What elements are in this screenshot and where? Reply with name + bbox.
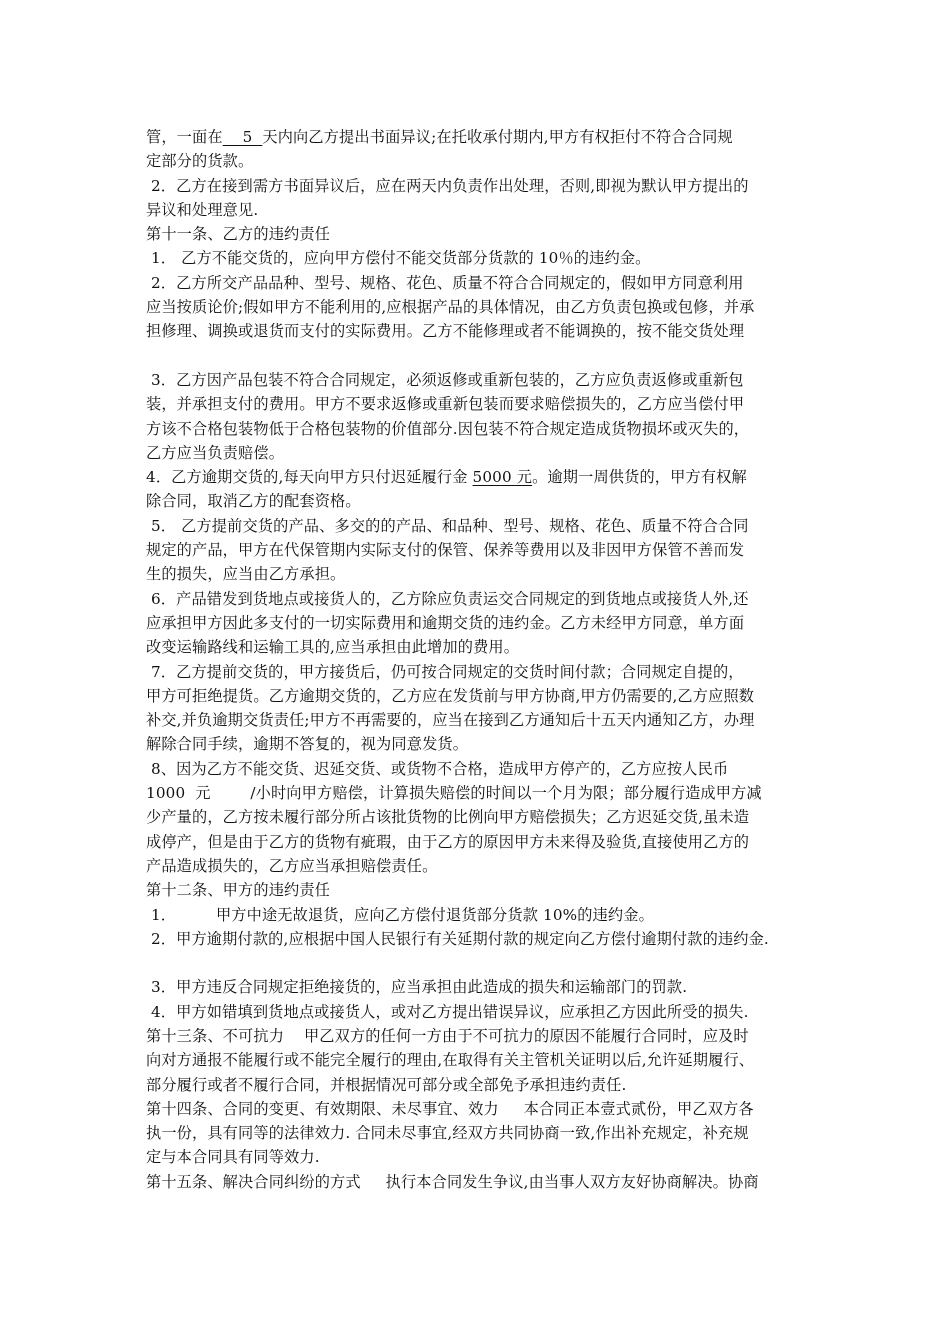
text-line: 5． 乙方提前交货的产品、多交的的产品、和品种、型号、规格、花色、质量不符合合同 (146, 516, 749, 535)
text-line: 3．甲方违反合同规定拒绝接货的，应当承担由此造成的损失和运输部门的罚款. (146, 978, 688, 997)
underlined-value: 5 (222, 128, 263, 146)
text-line: 生的损失，应当由乙方承担。 (146, 565, 346, 584)
text-line: 执一份，具有同等的法律效力. 合同未尽事宜,经双方共同协商一致,作出补充规定，补充规 (146, 1124, 749, 1143)
contract-text-body (146, 125, 814, 1194)
text-line: 第十一条、乙方的违约责任 (146, 225, 331, 244)
text-line: 第十三条、不可抗力 甲乙双方的任何一方由于不可抗力的原因不能履行合同时，应及时 (146, 1026, 749, 1045)
text-line: 第十五条、解决合同纠纷的方式 执行本合同发生争议,由当事人双方友好协商解决。协商 (146, 1172, 759, 1191)
text-segment: 。逾期一周供货的，甲方有权解 (532, 468, 747, 487)
text-line: 6．产品错发到货地点或接货人的，乙方除应负责运交合同规定的到货地点或接货人外,还 (146, 589, 749, 608)
text-line: 补交,并负逾期交货责任;甲方不再需要的，应当在接到乙方通知后十五天内通知乙方，办理 (146, 711, 755, 730)
text-line: 除合同，取消乙方的配套资格。 (146, 492, 361, 511)
text-line: 3．乙方因产品包装不符合合同规定，必须返修或重新包装的，乙方应负责返修或重新包 (146, 370, 744, 389)
text-line: 8、因为乙方不能交货、迟延交货、或货物不合格，造成甲方停产的，乙方应按人民币 (146, 759, 729, 778)
text-line: 成停产，但是由于乙方的货物有疵瑕，由于乙方的原因甲方未来得及验货,直接使用乙方的 (146, 832, 750, 851)
text-line: 甲方可拒绝提货。乙方逾期交货的，乙方应在发货前与甲方协商,甲方仍需要的,乙方应照数 (146, 686, 755, 705)
text-line: 改变运输路线和运输工具的,应当承担由此增加的费用。 (146, 638, 520, 657)
text-line: 定部分的货款。 (146, 152, 254, 171)
text-segment: 4．乙方逾期交货的,每天向甲方只付迟延履行金 (146, 468, 473, 487)
text-line: 应当按质论价;假如甲方不能利用的,应根据产品的具体情况，由乙方负责包换或包修，并承 (146, 298, 755, 317)
text-line (146, 465, 814, 489)
blank-line (146, 951, 814, 975)
text-line: 乙方应当负责赔偿。 (146, 443, 285, 462)
text-line: 产品造成损失的，乙方应当承担赔偿责任。 (146, 856, 438, 875)
text-line: 担修理、调换或退货而支付的实际费用。乙方不能修理或者不能调换的，按不能交货处理 (146, 322, 745, 341)
text-segment: 天内向乙方提出书面异议;在托收承付期内,甲方有权拒付不符合合同规 (262, 128, 733, 146)
text-line: 应承担甲方因此多支付的一切实际费用和逾期交货的违约金。乙方未经甲方同意，单方面 (146, 613, 745, 632)
text-line: 1000 元 /小时向甲方赔偿，计算损失赔偿的时间以一个月为限；部分履行造成甲方减 (146, 784, 762, 803)
text-line: 7．乙方提前交货的，甲方接货后，仍可按合同规定的交货时间付款；合同规定自提的， (146, 662, 744, 681)
text-line: 第十四条、合同的变更、有效期限、未尽事宜、效力 本合同正本壹式贰份，甲乙双方各 (146, 1099, 754, 1118)
text-line: 2．乙方在接到需方书面异议后，应在两天内负责作出处理，否则,即视为默认甲方提出的 (146, 176, 749, 195)
text-line: 部分履行或者不履行合同，并根据情况可部分或全部免予承担违约责任. (146, 1075, 627, 1094)
text-line: 4．甲方如错填到货地点或接货人，或对乙方提出错误异议，应承担乙方因此所受的损失. (146, 1002, 749, 1021)
text-line: 向对方通报不能履行或不能完全履行的理由,在取得有关主管机关证明以后,允许延期履行、 (146, 1051, 755, 1070)
text-line: 1． 甲方中途无故退货，应向乙方偿付退货部分货款 10%的违约金。 (146, 905, 654, 924)
text-line: 方该不合格包装物低于合格包装物的价值部分.因包装不符合规定造成货物损坏或灭失的， (146, 419, 750, 438)
text-line: 2．乙方所交产品品种、型号、规格、花色、质量不符合合同规定的，假如甲方同意利用 (146, 273, 744, 292)
text-line: 解除合同手续，逾期不答复的，视为同意发货。 (146, 735, 469, 754)
text-line: 1． 乙方不能交货的，应向甲方偿付不能交货部分货款的 10％的违约金。 (146, 249, 651, 268)
text-line: 定与本合同具有同等效力. (146, 1148, 320, 1167)
text-line: 少产量的，乙方按未履行部分所占该批货物的比例向甲方赔偿损失；乙方迟延交货,虽未造 (146, 808, 750, 827)
text-line (146, 125, 814, 149)
text-segment: 管，一面在 (146, 128, 223, 146)
text-line: 2．甲方逾期付款的,应根据中国人民银行有关延期付款的规定向乙方偿付逾期付款的违约金. (146, 929, 769, 948)
text-line: 第十二条、甲方的违约责任 (146, 881, 331, 900)
text-line: 装，并承担支付的费用。甲方不要求返修或重新包装而要求赔偿损失的，乙方应当偿付甲 (146, 395, 745, 414)
text-line: 异议和处理意见. (146, 200, 259, 219)
text-line: 规定的产品，甲方在代保管期内实际支付的保管、保养等费用以及非因甲方保管不善而发 (146, 541, 745, 560)
blank-line (146, 344, 814, 368)
underlined-value: 5000 元 (472, 468, 533, 487)
